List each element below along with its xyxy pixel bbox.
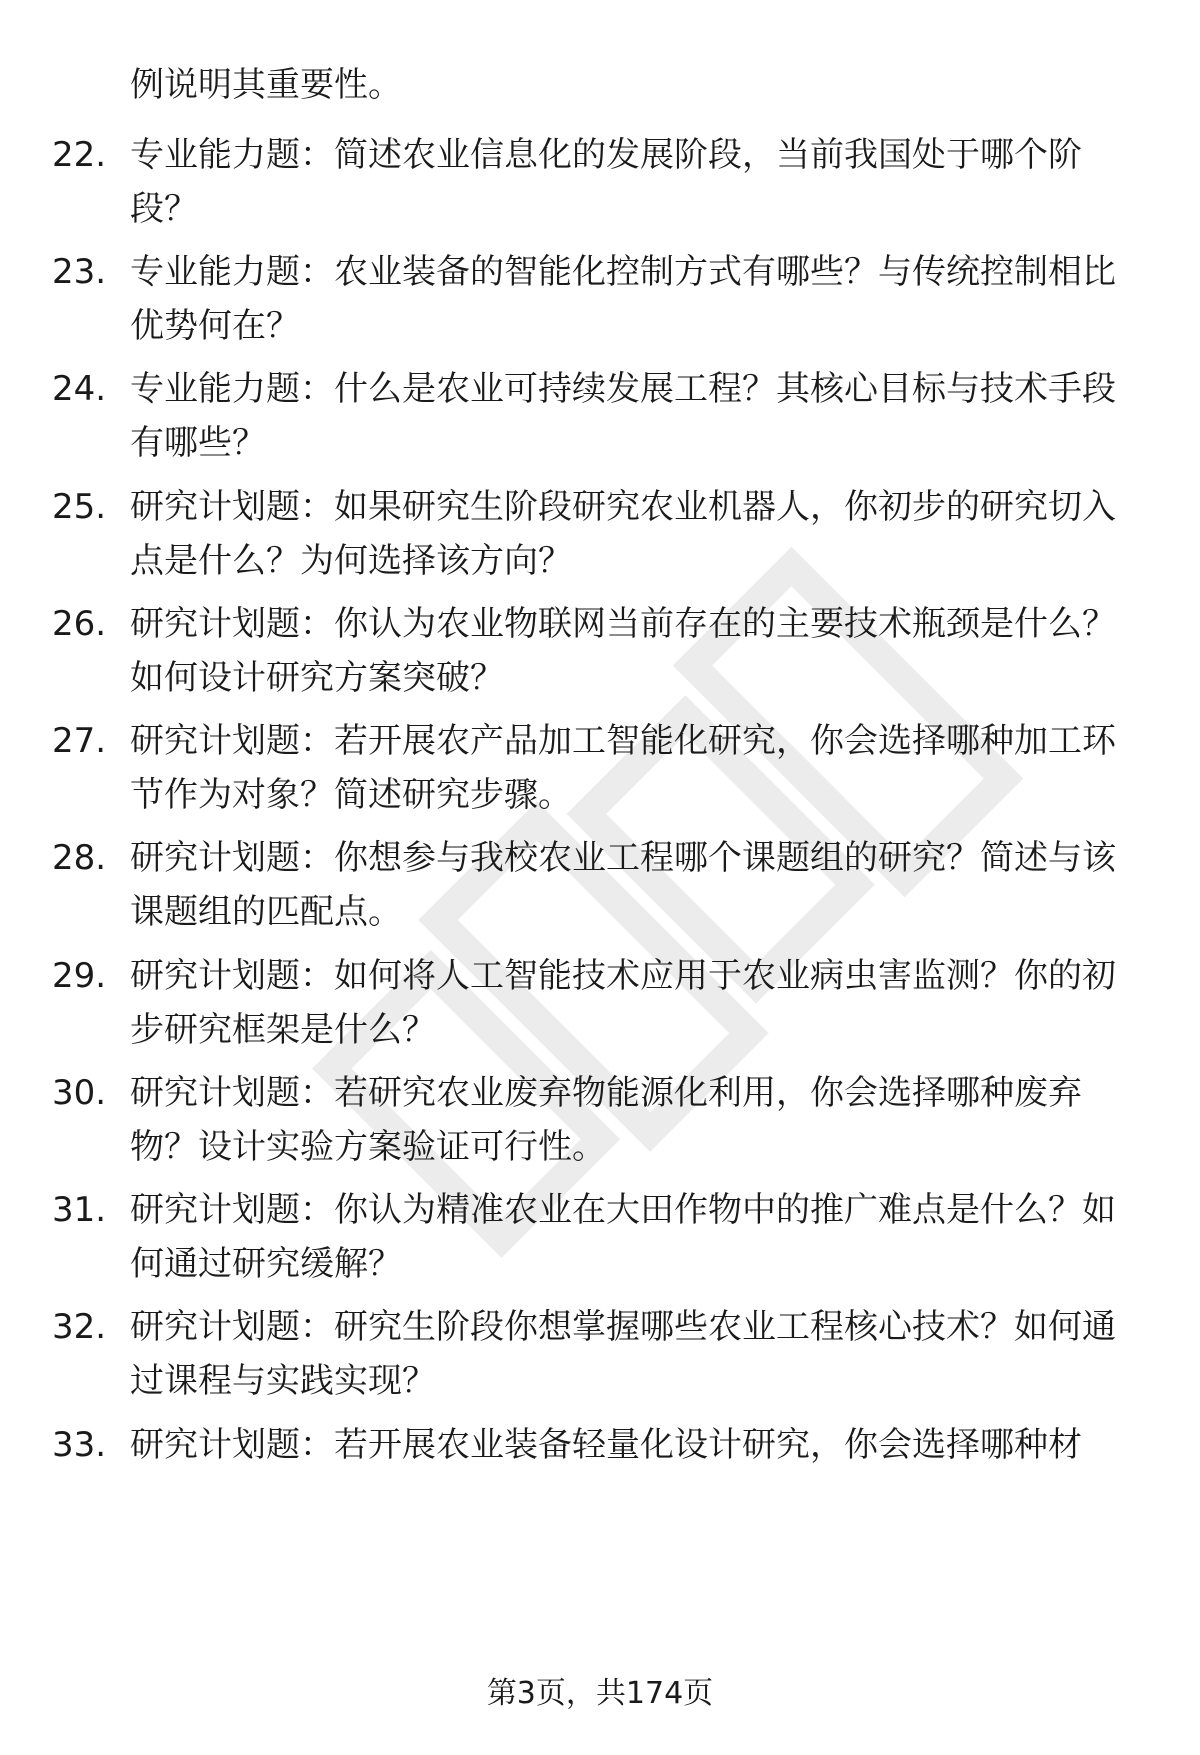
page-footer: 第3页，共174页 bbox=[486, 1676, 714, 1711]
question-text: 研究计划题：若开展农业装备轻量化设计研究，你会选择哪种材 bbox=[130, 1425, 1082, 1465]
question-item bbox=[52, 831, 1142, 939]
question-number: 24. bbox=[52, 369, 107, 409]
question-item bbox=[52, 1066, 1142, 1174]
question-text: 专业能力题：农业装备的智能化控制方式有哪些？与传统控制相比优势何在？ bbox=[130, 252, 1116, 346]
question-item bbox=[52, 1183, 1142, 1291]
question-item bbox=[52, 128, 1142, 236]
question-text: 研究计划题：你认为精准农业在大田作物中的推广难点是什么？如何通过研究缓解？ bbox=[130, 1190, 1116, 1284]
question-text: 研究计划题：若研究农业废弃物能源化利用，你会选择哪种废弃物？设计实验方案验证可行性。 bbox=[130, 1073, 1082, 1167]
question-text: 专业能力题：简述农业信息化的发展阶段，当前我国处于哪个阶段？ bbox=[130, 135, 1082, 229]
question-item bbox=[52, 362, 1142, 470]
question-item bbox=[52, 1300, 1142, 1408]
question-number: 29. bbox=[52, 956, 107, 996]
question-item bbox=[52, 480, 1142, 588]
question-number: 25. bbox=[52, 487, 107, 527]
question-number: 26. bbox=[52, 604, 107, 644]
question-number: 30. bbox=[52, 1073, 107, 1113]
question-item bbox=[52, 949, 1142, 1057]
question-number: 33. bbox=[52, 1425, 107, 1465]
question-item bbox=[52, 245, 1142, 353]
question-text: 研究计划题：你认为农业物联网当前存在的主要技术瓶颈是什么？如何设计研究方案突破？ bbox=[130, 604, 1116, 698]
question-number: 28. bbox=[52, 838, 107, 878]
question-text: 研究计划题：如何将人工智能技术应用于农业病虫害监测？你的初步研究框架是什么？ bbox=[130, 956, 1116, 1050]
question-text: 研究计划题：你想参与我校农业工程哪个课题组的研究？简述与该课题组的匹配点。 bbox=[130, 838, 1116, 932]
question-number: 32. bbox=[52, 1307, 107, 1347]
question-item bbox=[52, 1418, 1142, 1472]
question-number: 22. bbox=[52, 135, 107, 175]
question-text: 专业能力题：什么是农业可持续发展工程？其核心目标与技术手段有哪些？ bbox=[130, 369, 1116, 463]
question-item bbox=[52, 597, 1142, 705]
continuation-text: 例说明其重要性。 bbox=[130, 65, 402, 105]
question-number: 31. bbox=[52, 1190, 107, 1230]
question-number: 23. bbox=[52, 252, 107, 292]
question-item bbox=[52, 714, 1142, 822]
question-text: 研究计划题：若开展农产品加工智能化研究，你会选择哪种加工环节作为对象？简述研究步骤。 bbox=[130, 721, 1116, 815]
question-text: 研究计划题：研究生阶段你想掌握哪些农业工程核心技术？如何通过课程与实践实现？ bbox=[130, 1307, 1116, 1401]
question-text: 研究计划题：如果研究生阶段研究农业机器人，你初步的研究切入点是什么？为何选择该方向？ bbox=[130, 487, 1116, 581]
question-number: 27. bbox=[52, 721, 107, 761]
